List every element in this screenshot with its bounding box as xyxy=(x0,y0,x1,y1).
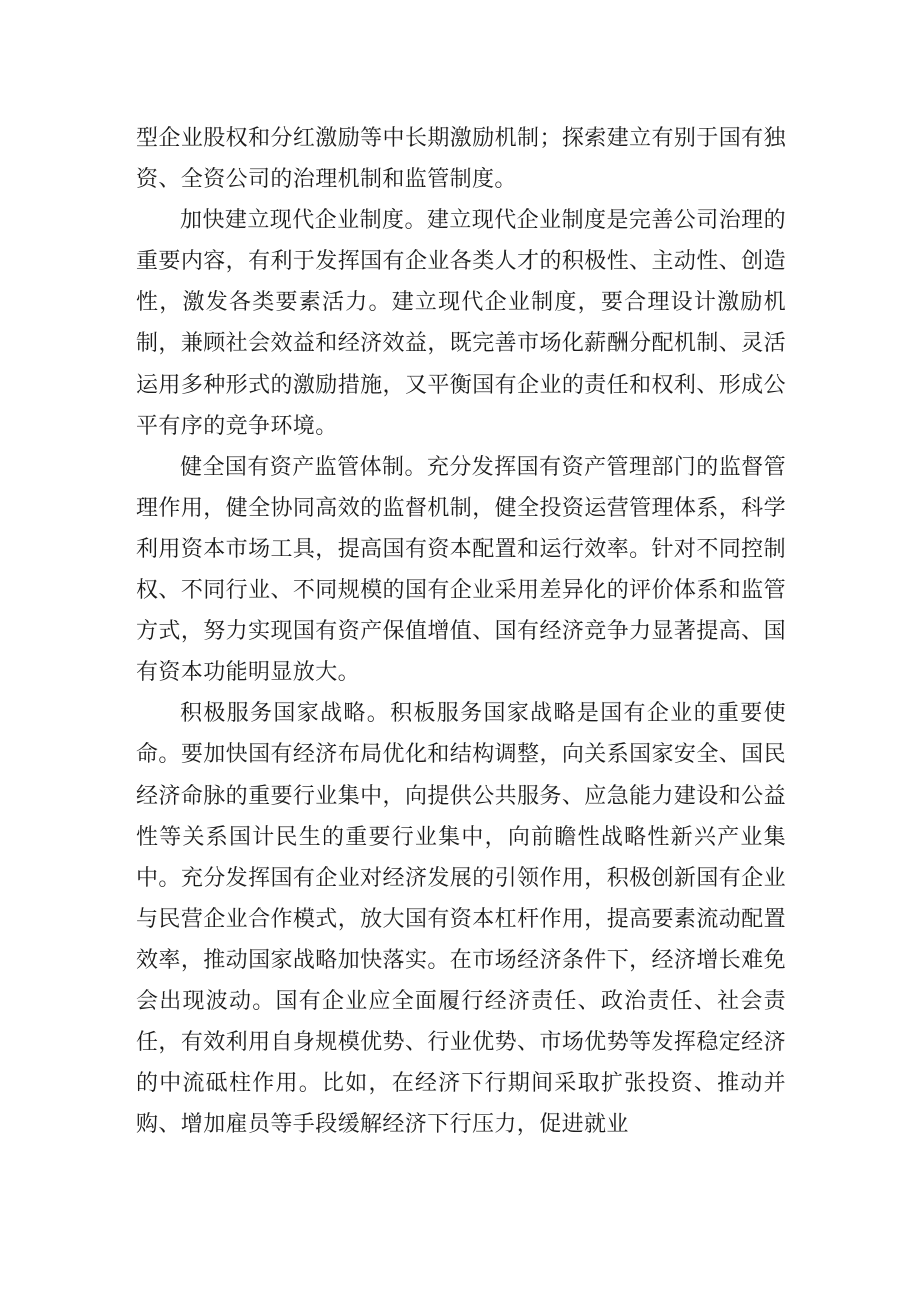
document-body xyxy=(136,118,786,1145)
paragraph-state-asset-supervision: 健全国有资产监管体制。充分发挥国有资产管理部门的监督管理作用，健全协同高效的监督机制，健全投资运营管理体系，科学利用资本市场工具，提高国有资本配置和运行效率。针对不同控制权、不同行业、不同规模的国有企业采用差异化的评价体系和监管方式，努力实现国有资产保值增值、国有经济竞争力显著提高、国有资本功能明显放大。 xyxy=(136,454,786,686)
paragraph-national-strategy: 积极服务国家战略。积板服务国家战略是国有企业的重要使命。要加快国有经济布局优化和结构调整，向关系国家安全、国民经济命脉的重要行业集中，向提供公共服务、应急能力建设和公益性等关系国计民生的重要行业集中，向前瞻性战略性新兴产业集中。充分发挥国有企业对经济发展的引领作用，积极创新国有企业与民营企业合作模式，放大国有资本杠杆作用，提高要素流动配置效率，推动国家战略加快落实。在市场经济条件下，经济增长难免会出现波动。国有企业应全面履行经济责任、政治责任、社会责任，有效利用自身规模优势、行业优势、市场优势等发挥稳定经济的中流砥柱作用。比如，在经济下行期间采取扩张投资、推动并购、增加雇员等手段缓解经济下行压力，促进就业 xyxy=(136,701,786,1138)
paragraph-continued: 型企业股权和分红激励等中长期激励机制；探索建立有别于国有独资、全资公司的治理机制和监管制度。 xyxy=(136,126,786,193)
paragraph-modern-enterprise-system: 加快建立现代企业制度。建立现代企业制度是完善公司治理的重要内容，有利于发挥国有企业各类人才的积极性、主动性、创造性，激发各类要素活力。建立现代企业制度，要合理设计激励机制，兼顾社会效益和经济效益，既完善市场化薪酬分配机制、灵活运用多种形式的激励措施，又平衡国有企业的责任和权利、形成公平有序的竞争环境。 xyxy=(136,208,786,439)
